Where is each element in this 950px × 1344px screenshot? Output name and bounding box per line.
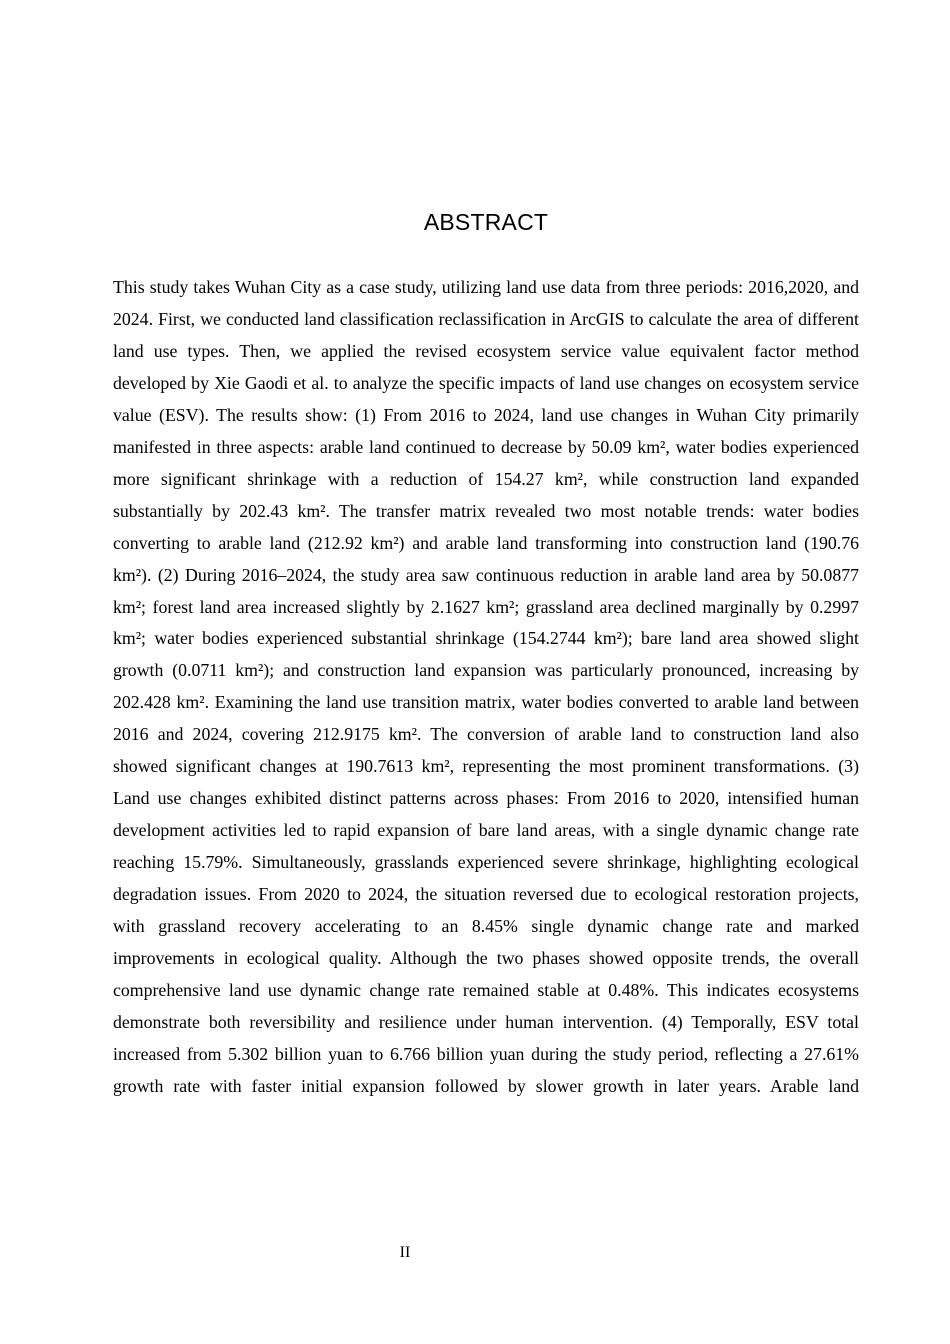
abstract-title: ABSTRACT: [423, 209, 549, 235]
abstract-body: This study takes Wuhan City as a case study, utilizing land use data from three periods: 2016,2020, and 2024. First, we conducted land classification reclassification in ArcGIS to calculate the area of different land use types. Then, we applied the revised ecosystem service value equivalent factor method developed by Xie Gaodi et al. to analyze the specific impacts of land use changes on ecosystem service value (ESV). The results show: (1) From 2016 to 2024, land use changes in Wuhan City primarily manifested in three aspects: arable land continued to decrease by 50.09 km², water bodies experienced more significant shrinkage with a reduction of 154.27 km², while construction land expanded substantially by 202.43 km². The transfer matrix revealed two most notable trends: water bodies converting to arable land (212.92 km²) and arable land transforming into construction land (190.76 km²). (2) During 2016–2024, the study area saw continuous reduction in arable land area by 50.0877 km²; forest land area increased slightly by 2.1627 km²; grassland area declined marginally by 0.2997 km²; water bodies experienced substantial shrinkage (154.2744 km²); bare land area showed slight growth (0.0711 km²); and construction land expansion was particularly pronounced, increasing by 202.428 km². Examining the land use transition matrix, water bodies converted to arable land between 2016 and 2024, covering 212.9175 km². The conversion of arable land to construction land also showed significant changes at 190.7613 km², representing the most prominent transformations. (3) Land use changes exhibited distinct patterns across phases: From 2016 to 2020, intensified human development activities led to rapid expansion of bare land areas, with a single dynamic change rate reaching 15.79%. Simultaneously, grasslands experienced severe shrinkage, highlighting ecological degradation issues. From 2020 to 2024, the situation reversed due to ecological restoration projects, with grassland recovery accelerating to an 8.45% single dynamic change rate and marked improvements in ecological quality. Although the two phases showed opposite trends, the overall comprehensive land use dynamic change rate remained stable at 0.48%. This indicates ecosystems demonstrate both reversibility and resilience under human intervention. (4) Temporally, ESV total increased from 5.302 billion yuan to 6.766 billion yuan during the study period, reflecting a 27.61% growth rate with faster initial expansion followed by slower growth in later years. Arable land: [113, 277, 859, 1096]
page-number: II: [399, 1244, 411, 1261]
